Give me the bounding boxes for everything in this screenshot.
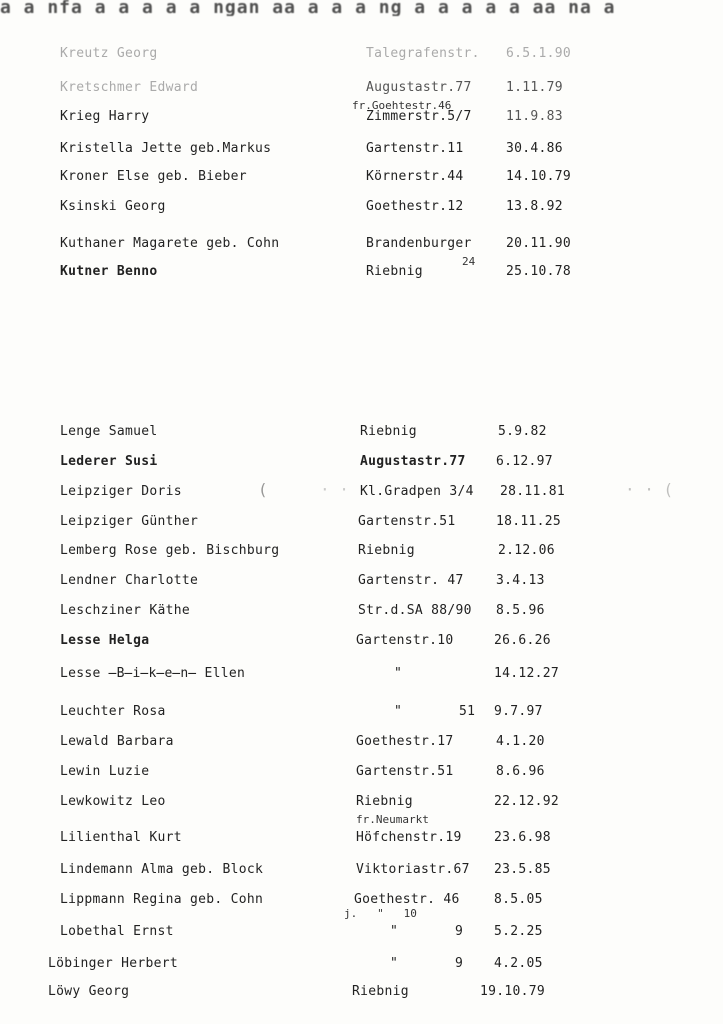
birth-date: 22.12.92	[494, 794, 560, 809]
address: Brandenburger	[366, 236, 472, 251]
list-item	[0, 764, 723, 788]
person-name: Ksinski Georg	[60, 199, 166, 214]
person-name: Löwy Georg	[48, 984, 130, 999]
address: Gartenstr.51	[358, 514, 456, 529]
birth-date: 8.5.05	[494, 892, 543, 907]
previous-address-note: fr.Goehtestr.46	[352, 99, 452, 112]
list-item	[0, 734, 723, 758]
address: Augustastr.77	[366, 80, 472, 95]
person-name: Lilienthal Kurt	[60, 830, 182, 845]
list-item	[0, 862, 723, 886]
list-item	[0, 514, 723, 538]
address: Körnerstr.44	[366, 169, 464, 184]
list-item	[0, 956, 723, 980]
person-name: Leipziger Günther	[60, 514, 199, 529]
birth-date: 8.5.96	[496, 603, 545, 618]
list-item	[0, 484, 723, 508]
list-item	[0, 109, 723, 133]
address: Goethestr. 46	[354, 892, 460, 907]
birth-date: 20.11.90	[506, 236, 572, 251]
address: Goethestr.12	[366, 199, 464, 214]
list-item	[0, 424, 723, 448]
ink-smudge-line: ( · · · · · (	[258, 480, 674, 499]
list-item	[0, 454, 723, 478]
address: Riebnig	[360, 424, 417, 439]
list-item	[0, 573, 723, 597]
address: Talegrafenstr.	[366, 46, 480, 61]
birth-date: 5.9.82	[498, 424, 547, 439]
person-name: Kretschmer Edward	[60, 80, 199, 95]
person-name: Lenge Samuel	[60, 424, 158, 439]
person-name: Lobethal Ernst	[60, 924, 174, 939]
list-item	[0, 666, 723, 690]
address: Riebnig	[366, 264, 423, 279]
list-item	[0, 830, 723, 854]
person-name: Lippmann Regina geb. Cohn	[60, 892, 264, 907]
address: Gartenstr. 47	[358, 573, 464, 588]
list-item	[0, 141, 723, 165]
person-name: Kristella Jette geb.Markus	[60, 141, 272, 156]
address: " 9	[390, 924, 464, 939]
person-name: Krieg Harry	[60, 109, 150, 124]
list-item	[0, 46, 723, 70]
person-name: Löbinger Herbert	[48, 956, 179, 971]
person-name: Kroner Else geb. Bieber	[60, 169, 247, 184]
birth-date: 18.11.25	[496, 514, 562, 529]
ditto-mark: "	[394, 666, 403, 681]
birth-date: 26.6.26	[494, 633, 551, 648]
address: Zimmerstr.5/7	[366, 109, 472, 124]
birth-date: 4.1.20	[496, 734, 545, 749]
address: Riebnig	[358, 543, 415, 558]
list-item	[0, 264, 723, 288]
address: Goethestr.17	[356, 734, 454, 749]
address: " 9	[390, 956, 464, 971]
birth-date: 14.10.79	[506, 169, 572, 184]
list-item	[0, 169, 723, 193]
person-name: Lesse Helga	[60, 633, 150, 648]
address: Gartenstr.51	[356, 764, 454, 779]
address: Riebnig	[356, 794, 413, 809]
person-name: Leschziner Käthe	[60, 603, 191, 618]
birth-date: 14.12.27	[494, 666, 560, 681]
person-name: Leuchter Rosa	[60, 704, 166, 719]
house-number-note: j. " 10	[344, 907, 417, 920]
birth-date: 23.5.85	[494, 862, 551, 877]
list-item	[0, 924, 723, 948]
address: Viktoriastr.67	[356, 862, 470, 877]
birth-date: 6.5.1.90	[506, 46, 572, 61]
birth-date: 6.12.97	[496, 454, 553, 469]
list-item	[0, 633, 723, 657]
birth-date: 2.12.06	[498, 543, 555, 558]
birth-date: 11.9.83	[506, 109, 563, 124]
list-item	[0, 543, 723, 567]
address: Höfchenstr.19	[356, 830, 462, 845]
person-name: Lewin Luzie	[60, 764, 150, 779]
birth-date: 28.11.81	[500, 484, 566, 499]
address: Gartenstr.11	[366, 141, 464, 156]
address: Gartenstr.10	[356, 633, 454, 648]
birth-date: 3.4.13	[496, 573, 545, 588]
person-name: Lewald Barbara	[60, 734, 174, 749]
person-name: Kreutz Georg	[60, 46, 158, 61]
person-name: Lewkowitz Leo	[60, 794, 166, 809]
birth-date: 5.2.25	[494, 924, 543, 939]
cropped-header-line: a a nfa a a a a a ngan aa a a a ng a a a a a aa na a	[0, 0, 616, 16]
person-name: Lemberg Rose geb. Bischburg	[60, 543, 280, 558]
birth-date: 30.4.86	[506, 141, 563, 156]
birth-date: 19.10.79	[480, 984, 546, 999]
person-name: Kuthaner Magarete geb. Cohn	[60, 236, 280, 251]
house-number-note: 24	[462, 255, 476, 268]
address: Augustastr.77	[360, 454, 466, 469]
birth-date: 9.7.97	[494, 704, 543, 719]
address: Riebnig	[352, 984, 409, 999]
address: Kl.Gradpen 3/4	[360, 484, 474, 499]
person-name: Lendner Charlotte	[60, 573, 199, 588]
previous-address-note: fr.Neumarkt	[356, 813, 429, 826]
person-name: Lindemann Alma geb. Block	[60, 862, 264, 877]
birth-date: 13.8.92	[506, 199, 563, 214]
person-name: Lederer Susi	[60, 454, 158, 469]
list-item	[0, 199, 723, 223]
birth-date: 4.2.05	[494, 956, 543, 971]
birth-date: 1.11.79	[506, 80, 563, 95]
address: " 51	[394, 704, 476, 719]
person-name: Leipziger Doris	[60, 484, 182, 499]
list-item	[0, 236, 723, 260]
birth-date: 8.6.96	[496, 764, 545, 779]
birth-date: 25.10.78	[506, 264, 572, 279]
person-name: Kutner Benno	[60, 264, 158, 279]
list-item	[0, 603, 723, 627]
birth-date: 23.6.98	[494, 830, 551, 845]
list-item	[0, 704, 723, 728]
list-item	[0, 984, 723, 1008]
person-name: Lesse ̶B̶i̶k̶e̶n̶ Ellen	[60, 666, 246, 681]
address: Str.d.SA 88/90	[358, 603, 472, 618]
